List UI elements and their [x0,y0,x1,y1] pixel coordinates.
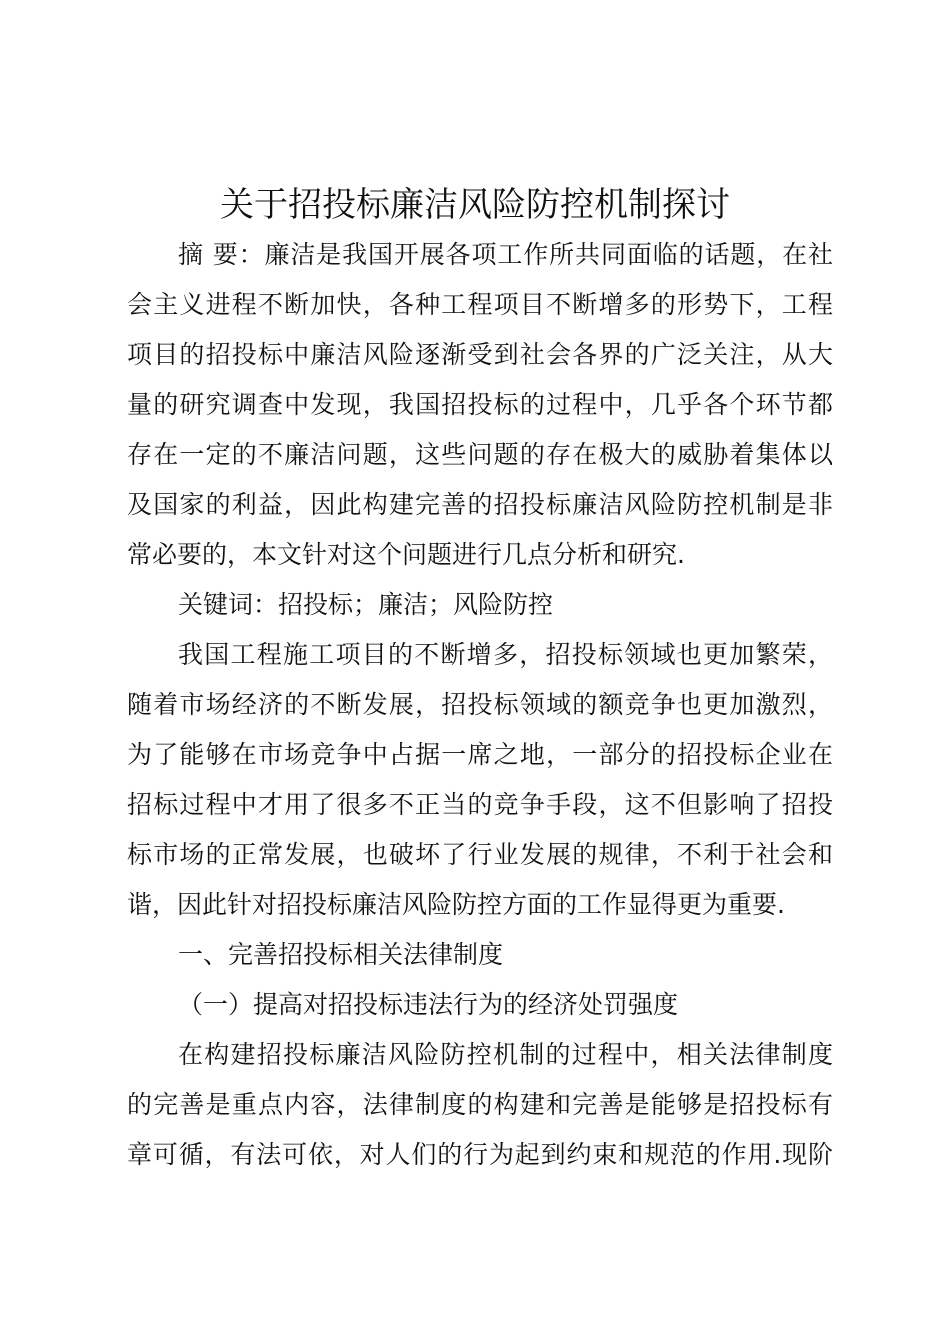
intro-line: 招标过程中才用了很多不正当的竞争手段，这不但影响了招投 [127,790,833,819]
subsection-heading: （一）提高对招投标违法行为的经济处罚强度 [178,990,679,1019]
intro-line: 谐，因此针对招投标廉洁风险防控方面的工作显得更为重要. [127,890,785,919]
intro-line: 标市场的正常发展，也破坏了行业发展的规律，不利于社会和 [127,840,833,869]
section-paragraph [127,1030,833,1180]
section-paragraph-line: 在构建招投标廉洁风险防控机制的过程中，相关法律制度 [178,1040,833,1069]
section-paragraph-line: 的完善是重点内容，法律制度的构建和完善是能够是招投标有 [127,1090,833,1119]
abstract-line: 摘 要：廉洁是我国开展各项工作所共同面临的话题，在社 [178,240,833,269]
intro-line: 我国工程施工项目的不断增多，招投标领域也更加繁荣， [178,640,833,669]
abstract-line: 项目的招投标中廉洁风险逐渐受到社会各界的广泛关注，从大 [127,340,833,369]
document-title: 关于招投标廉洁风险防控机制探讨 [220,185,730,225]
keywords-line: 关键词：招投标；廉洁；风险防控 [178,590,554,619]
intro-line: 为了能够在市场竞争中占据一席之地，一部分的招投标企业在 [127,740,833,769]
intro-line: 随着市场经济的不断发展，招投标领域的额竞争也更加激烈， [127,690,833,719]
abstract-line: 会主义进程不断加快，各种工程项目不断增多的形势下，工程 [127,290,833,319]
intro-paragraph [127,630,833,930]
document-body [127,230,833,1180]
abstract-paragraph [127,230,833,580]
abstract-line: 及国家的利益，因此构建完善的招投标廉洁风险防控机制是非 [127,490,833,519]
section-heading: 一、完善招投标相关法律制度 [178,940,504,969]
abstract-line: 常必要的，本文针对这个问题进行几点分析和研究. [127,540,685,569]
section-paragraph-line: 章可循，有法可依，对人们的行为起到约束和规范的作用.现阶 [127,1140,833,1169]
abstract-line: 存在一定的不廉洁问题，这些问题的存在极大的威胁着集体以 [127,440,833,469]
abstract-line: 量的研究调查中发现，我国招投标的过程中，几乎各个环节都 [127,390,833,419]
